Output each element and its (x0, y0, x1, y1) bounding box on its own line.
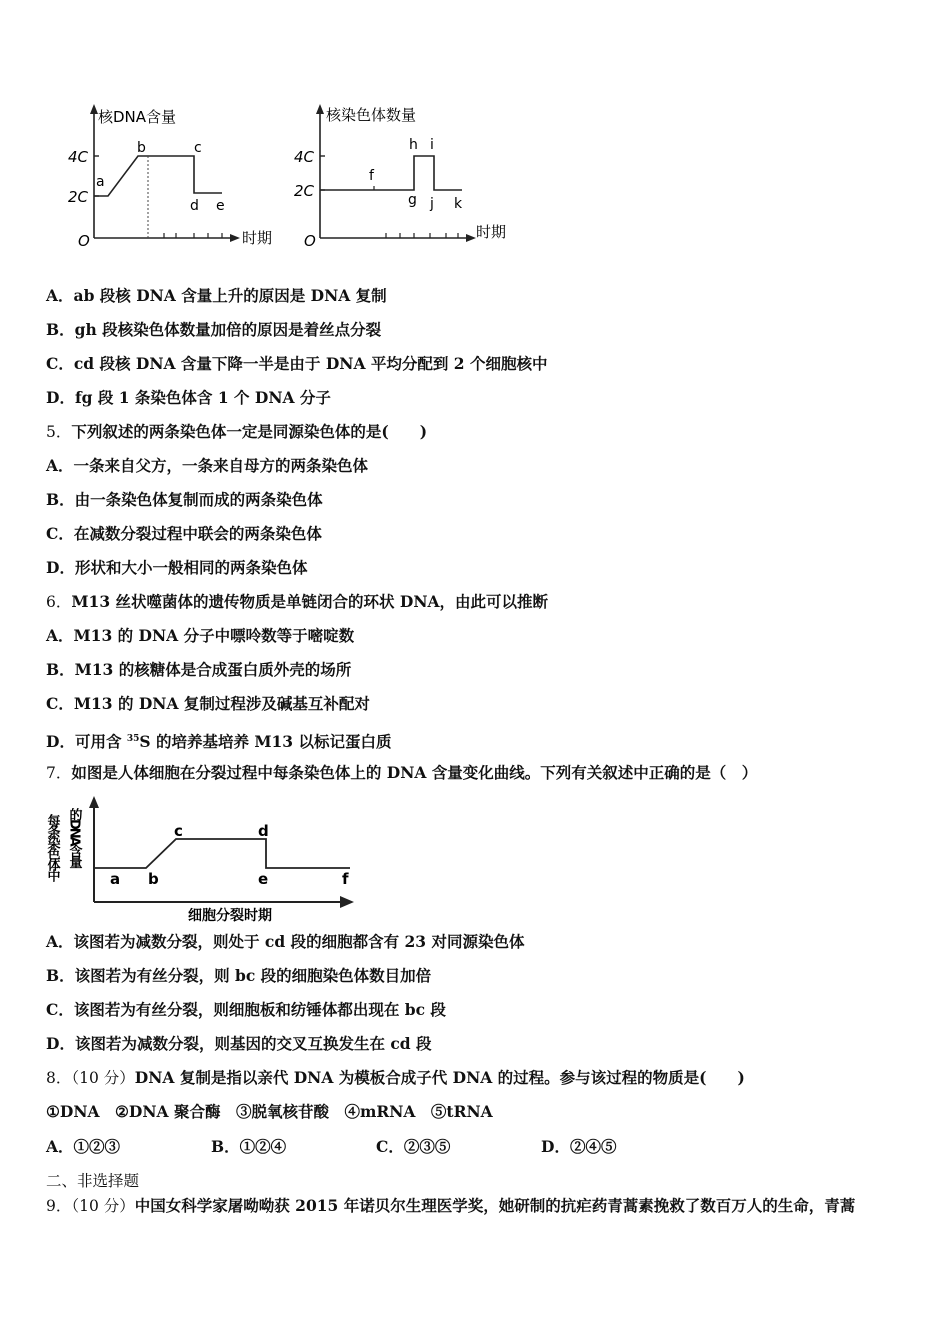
dna-chart-tick-2c: 2C (68, 188, 89, 206)
chromosome-point-h: h (409, 137, 418, 153)
q6-number: 6． (46, 593, 72, 611)
q5-option-d: D．形状和大小一般相同的两条染色体 (46, 558, 308, 577)
dna-point-e: e (216, 198, 225, 214)
q6-stem-line (46, 592, 548, 612)
q8-score: （10 分） (71, 1069, 135, 1087)
dna-point-c: c (194, 140, 202, 156)
chromosome-chart-tick-2c: 2C (294, 182, 315, 200)
q4-option-c: C．cd 段核 DNA 含量下降一半是由于 DNA 平均分配到 2 个细胞核中 (46, 354, 548, 373)
q5-stem: 下列叙述的两条染色体一定是同源染色体的是( ) (71, 422, 428, 441)
q7-chart-ylabel-left: 每条染色体中 (44, 814, 60, 880)
q8-stem: DNA 复制是指以亲代 DNA 为模板合成子代 DNA 的过程。参与该过程的物质是( ) (134, 1068, 745, 1087)
chromosome-chart-ylabel: 核染色体数量 (326, 106, 417, 124)
q7-option-c: C．该图若为有丝分裂，则细胞板和纺锤体都出现在 bc 段 (46, 1000, 446, 1019)
dna-chart-ylabel: 核DNA含量 (98, 108, 177, 126)
q9-number: 9． (46, 1197, 72, 1215)
q6-option-d (46, 729, 392, 752)
q7-point-d: d (258, 822, 269, 840)
chromosome-count-chart (290, 98, 525, 258)
q6-option-d-superscript: 35 (126, 734, 140, 744)
q8-options-row (46, 1137, 906, 1157)
chromosome-chart-tick-4c: 4C (294, 148, 315, 166)
q7-point-c: c (174, 822, 183, 840)
q8-option-a: A．①②③ (46, 1137, 121, 1156)
chromosome-chart-origin: O (304, 232, 316, 250)
dna-chart-origin: O (78, 232, 90, 250)
q7-option-d: D．该图若为减数分裂，则基因的交叉互换发生在 cd 段 (46, 1034, 432, 1053)
q8-option-b: B．①②④ (211, 1137, 287, 1156)
chromosome-chart-xlabel: 时期 (476, 223, 507, 241)
q7-point-f: f (342, 870, 349, 888)
chromosome-point-i: i (430, 137, 434, 153)
q8-stem-line (46, 1068, 745, 1088)
q7-number: 7． (46, 764, 72, 782)
q8-number: 8． (46, 1069, 72, 1087)
q9-score: （10 分） (71, 1197, 135, 1215)
q7-point-e: e (258, 870, 269, 888)
q5-option-b: B．由一条染色体复制而成的两条染色体 (46, 490, 323, 509)
dna-chart-xlabel: 时期 (242, 229, 273, 247)
q5-option-c: C．在减数分裂过程中联会的两条染色体 (46, 524, 322, 543)
dna-chart-tick-4c: 4C (68, 148, 89, 166)
q8-items: ①DNA ②DNA 聚合酶 ③脱氧核苷酸 ④mRNA ⑤tRNA (46, 1102, 493, 1121)
q4-option-d: D．fg 段 1 条染色体含 1 个 DNA 分子 (46, 388, 331, 407)
q6-option-d-post: S 的培养基培养 M13 以标记蛋白质 (139, 732, 392, 752)
q6-option-b: B．M13 的核糖体是合成蛋白质外壳的场所 (46, 660, 352, 679)
dna-point-d: d (190, 198, 199, 214)
q7-chart-ylabel-mid: 的DNA含量 (66, 808, 82, 867)
q7-option-b: B．该图若为有丝分裂，则 bc 段的细胞染色体数目加倍 (46, 966, 432, 985)
q7-stem-line (46, 763, 757, 783)
dna-content-chart (44, 98, 284, 258)
q9-stem: 中国女科学家屠呦呦获 2015 年诺贝尔生理医学奖，她研制的抗疟药青蒿素挽救了数百万人的生命，青蒿 (134, 1196, 856, 1215)
chromosome-point-g: g (408, 192, 417, 208)
q5-option-a: A．一条来自父方，一条来自母方的两条染色体 (46, 456, 369, 475)
q7-chart-xlabel: 细胞分裂时期 (188, 908, 272, 924)
dna-point-a: a (96, 174, 105, 190)
chromosome-point-f: f (369, 168, 374, 184)
q4-option-b: B．gh 段核染色体数量加倍的原因是着丝点分裂 (46, 320, 382, 339)
q7-dna-per-chromosome-chart (44, 792, 364, 924)
section-heading: 二、非选择题 (46, 1172, 140, 1190)
q7-option-a: A．该图若为减数分裂，则处于 cd 段的细胞都含有 23 对同源染色体 (46, 932, 525, 951)
q9-stem-line (46, 1196, 855, 1216)
q6-option-a: A．M13 的 DNA 分子中嘌呤数等于嘧啶数 (46, 626, 355, 645)
chromosome-point-k: k (454, 196, 463, 212)
chromosome-point-j: j (430, 196, 434, 212)
q8-option-c: C．②③⑤ (376, 1137, 451, 1156)
q6-option-d-pre: D．可用含 (46, 732, 127, 752)
q4-option-a: A．ab 段核 DNA 含量上升的原因是 DNA 复制 (46, 286, 387, 305)
q8-option-d: D．②④⑤ (541, 1137, 617, 1156)
q7-point-a: a (110, 870, 121, 888)
q6-stem: M13 丝状噬菌体的遗传物质是单链闭合的环状 DNA，由此可以推断 (71, 592, 549, 611)
q5-stem-line (46, 422, 427, 442)
q7-point-b: b (148, 870, 159, 888)
q5-number: 5． (46, 423, 72, 441)
q6-option-c: C．M13 的 DNA 复制过程涉及碱基互补配对 (46, 694, 370, 713)
q7-stem: 如图是人体细胞在分裂过程中每条染色体上的 DNA 含量变化曲线。下列有关叙述中正确的是（ ） (71, 763, 758, 782)
dna-point-b: b (137, 140, 146, 156)
